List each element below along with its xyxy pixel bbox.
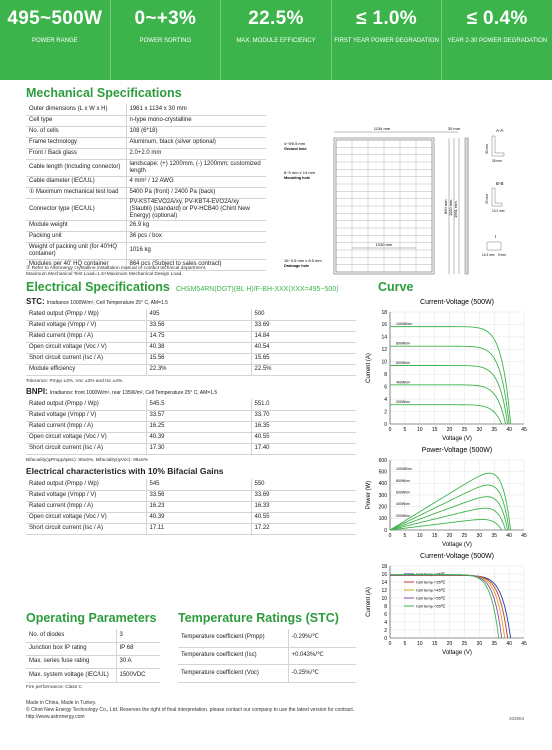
banner-label: FIRST YEAR POWER DEGRADATION <box>334 38 439 44</box>
x-tick-label: 45 <box>521 427 527 433</box>
series-line <box>390 519 502 530</box>
x-tick-label: 25 <box>461 533 468 539</box>
module-dimension-drawing <box>282 124 532 284</box>
x-tick-label: 20 <box>446 427 453 433</box>
row-value: 15.56 <box>146 353 251 364</box>
x-tick-label: 35 <box>491 427 498 433</box>
table-row <box>26 668 160 682</box>
x-tick-label: 40 <box>506 533 512 539</box>
row-value: 864 pcs (Subject to sales contract) <box>126 259 266 270</box>
row-value: 17.40 <box>251 443 356 454</box>
y-tick-label: 18 <box>381 563 387 570</box>
row-value: 15.65 <box>251 353 356 364</box>
row-label: Cell type <box>26 115 126 126</box>
row-value: 14.84 <box>251 331 356 342</box>
table-row <box>26 115 266 126</box>
table-row <box>26 126 266 137</box>
row-value: 16.23 <box>146 501 251 512</box>
x-tick-label: 35 <box>491 533 498 539</box>
series-label: 600W/m² <box>396 490 411 495</box>
row-label: Packing unit <box>26 231 126 242</box>
mechanical-table <box>26 104 266 271</box>
y-tick-label: 14 <box>381 334 387 341</box>
bifacial-gain-title: Electrical characteristics with 10% Bifacial Gains <box>26 466 224 476</box>
row-label: Rated current (Impp / A) <box>26 331 146 342</box>
section-aa: A-A <box>496 128 504 133</box>
row-value: -0.25%/℃ <box>288 664 356 682</box>
x-tick-label: 30 <box>476 427 483 433</box>
iv-temperature-chart <box>362 546 536 656</box>
dim-1961: 1961 mm <box>453 201 458 218</box>
row-label: ① Maximum mechanical test load <box>26 187 126 198</box>
table-row <box>26 479 356 490</box>
row-value: 545 <box>146 479 251 490</box>
y-tick-label: 16 <box>381 571 387 578</box>
model-code: CHSM54RN(DGT)(BL H)/F-BH-XXX(XXX=495~500) <box>175 286 339 293</box>
x-tick-label: 20 <box>446 641 453 647</box>
banner-cell <box>111 0 222 80</box>
drain-label: Drainage hole <box>284 264 310 268</box>
y-tick-label: 4 <box>384 396 387 403</box>
banner-label: POWER SORTING <box>139 38 192 44</box>
row-label: Temperature coefficient (Pmpp) <box>178 629 288 647</box>
mech-note-2: Maximum Mechanical Test Load=1.5×Maximum Mechanical Design Load. <box>26 272 183 277</box>
row-label: Open circuit voltage (Voc / V) <box>26 432 146 443</box>
y-tick-label: 100 <box>378 516 387 523</box>
row-value: 500 <box>251 309 356 320</box>
y-tick-label: 400 <box>378 481 387 488</box>
series-label: 400W/m² <box>396 502 411 507</box>
dim-35: 35 mm <box>485 194 489 204</box>
x-tick-label: 0 <box>388 641 392 647</box>
bifacial-gain-table <box>26 479 356 535</box>
x-tick-label: 10 <box>416 533 423 539</box>
row-value: 40.54 <box>251 342 356 353</box>
row-value: 33.69 <box>251 490 356 501</box>
section-i: I <box>495 234 497 239</box>
y-tick-label: 2 <box>384 627 387 634</box>
dim-ground: 4~Φ5.5 mm <box>284 141 306 146</box>
table-row <box>26 629 160 642</box>
table-row <box>26 490 356 501</box>
x-tick-label: 20 <box>446 533 453 539</box>
bnpi-conditions: Irradiance: front 1000W/m², rear 135W/m², Cell Temperature 25° C, AM=1.5 <box>49 390 218 396</box>
table-row <box>26 137 266 148</box>
table-row <box>26 309 356 320</box>
table-row <box>26 443 356 454</box>
bnpi-table <box>26 399 356 455</box>
dim-frame: 30 mm <box>447 126 461 131</box>
row-value: 26.9 kg <box>126 220 266 231</box>
y-tick-label: 18 <box>381 309 387 316</box>
row-label: Rated current (Impp / A) <box>26 421 146 432</box>
operating-title: Operating Parameters <box>26 611 157 625</box>
banner-cell <box>221 0 332 80</box>
mechanical-title: Mechanical Specifications <box>26 86 182 100</box>
series-line <box>390 405 502 424</box>
row-value: -0.29%/℃ <box>288 629 356 647</box>
footer-origin: Made in China, Made in Turkey. <box>26 700 97 706</box>
table-row <box>26 410 356 421</box>
x-tick-label: 40 <box>506 641 512 647</box>
row-value: 17.11 <box>146 523 251 534</box>
mount-label: Mounting hole <box>284 176 310 180</box>
electrical-title-text: Electrical Specifications <box>26 280 170 294</box>
row-value: 40.38 <box>146 342 251 353</box>
table-row <box>26 421 356 432</box>
x-tick-label: 5 <box>403 533 407 539</box>
row-label: Outer dimensions (L x W x H) <box>26 104 126 115</box>
table-row <box>178 647 356 664</box>
row-value: 2.0+2.0 mm <box>126 148 266 159</box>
dim-9: 9 mm <box>498 253 506 257</box>
y-tick-label: 0 <box>384 527 387 534</box>
y-tick-label: 6 <box>384 384 387 391</box>
series-label: 200W/m² <box>396 513 411 518</box>
row-label: No. of cells <box>26 126 126 137</box>
x-tick-label: 35 <box>491 641 498 647</box>
operating-table <box>26 629 160 683</box>
table-row <box>26 231 266 242</box>
table-row <box>26 399 356 410</box>
series-label: 200W/m² <box>396 400 411 405</box>
legend-label: Cell temp.=25℃ <box>416 571 446 577</box>
banner-cell <box>442 0 552 80</box>
row-value: 30 A <box>116 655 160 668</box>
table-row <box>26 642 160 655</box>
row-value: 36 pcs / box <box>126 231 266 242</box>
row-value: +0.043%/℃ <box>288 647 356 664</box>
y-tick-label: 14 <box>381 579 387 586</box>
banner-label: POWER RANGE <box>31 38 78 44</box>
row-value: 16.33 <box>251 501 356 512</box>
stc-label: STC: <box>26 297 45 306</box>
bnpi-label: BNPI: <box>26 387 48 396</box>
table-row <box>26 320 356 331</box>
x-axis-label: Voltage (V) <box>442 436 472 442</box>
series-label: 800W/m² <box>396 478 411 483</box>
dim-1100: 1100 mm <box>448 199 453 216</box>
row-label: Max. series fuse rating <box>26 655 116 668</box>
chart-title: Current-Voltage (500W) <box>420 299 494 306</box>
y-tick-label: 2 <box>384 409 387 416</box>
table-row <box>178 664 356 682</box>
legend-label: Cell temp.=65℃ <box>416 603 446 609</box>
y-tick-label: 0 <box>384 635 387 642</box>
row-label: Rated output (Pmpp / Wp) <box>26 309 146 320</box>
x-axis-label: Voltage (V) <box>442 650 472 656</box>
electrical-title <box>26 280 339 294</box>
row-value: 40.55 <box>251 512 356 523</box>
x-tick-label: 5 <box>403 641 407 647</box>
y-tick-label: 12 <box>381 347 387 354</box>
chart-title: Current-Voltage (500W) <box>420 553 494 560</box>
table-row <box>26 220 266 231</box>
series-label: 1000W/m² <box>396 322 413 327</box>
row-label: Rated output (Pmpp / Wp) <box>26 479 146 490</box>
y-tick-label: 8 <box>384 603 387 610</box>
row-label: Module efficiency <box>26 364 146 375</box>
y-tick-label: 300 <box>378 492 387 499</box>
row-value: 551.0 <box>251 399 356 410</box>
table-row <box>26 432 356 443</box>
y-tick-label: 200 <box>378 504 387 511</box>
table-row <box>26 512 356 523</box>
fire-note: Fire performance: Class C <box>26 685 82 690</box>
row-label: No. of diodes <box>26 629 116 642</box>
row-value: 1961 x 1134 x 30 mm <box>126 104 266 115</box>
x-tick-label: 15 <box>431 641 438 647</box>
row-label: Modules per 40' HQ container <box>26 259 126 270</box>
table-row <box>26 364 356 375</box>
row-label: Cable diameter (IEC/UL) <box>26 176 126 187</box>
x-tick-label: 0 <box>388 427 392 433</box>
row-value: 16.25 <box>146 421 251 432</box>
row-value: 14.75 <box>146 331 251 342</box>
table-row <box>26 331 356 342</box>
bnpi-heading <box>26 387 217 396</box>
row-value: 33.70 <box>251 410 356 421</box>
y-tick-label: 600 <box>378 457 387 464</box>
y-tick-label: 10 <box>381 595 387 602</box>
row-label: Weight of packing unit (for 40'HQ container) <box>26 242 126 259</box>
legend-label: Cell temp.=45℃ <box>416 587 446 593</box>
table-row <box>178 629 356 647</box>
table-row <box>26 655 160 668</box>
dim-28: 28 mm <box>492 159 502 163</box>
table-row <box>26 198 266 220</box>
series-label: 1000W/m² <box>396 467 413 472</box>
row-value: 1500VDC <box>116 668 160 682</box>
series-label: 400W/m² <box>396 380 411 385</box>
y-tick-label: 16 <box>381 322 387 329</box>
dim-30: 30 mm <box>485 144 489 154</box>
row-value: 108 (6*18) <box>126 126 266 137</box>
x-tick-label: 45 <box>521 641 527 647</box>
table-row <box>26 242 266 259</box>
row-value: 33.57 <box>146 410 251 421</box>
y-tick-label: 10 <box>381 359 387 366</box>
y-tick-label: 500 <box>378 469 387 476</box>
x-tick-label: 15 <box>431 427 438 433</box>
curve-title: Curve <box>378 280 414 294</box>
row-value: 33.56 <box>146 490 251 501</box>
row-value: PV-KST4EVO2A/xy, PV-KBT4-EVO2A/xy (Staubli) (standard) or PV-HCB40 (Chint New Energy) (optional) <box>126 198 266 220</box>
row-value: 495 <box>146 309 251 320</box>
table-row <box>26 176 266 187</box>
row-label: Frame technology <box>26 137 126 148</box>
dim-860: 860 mm <box>443 199 448 214</box>
row-label: Connector type (IEC/UL) <box>26 198 126 220</box>
row-label: Short circuit current (Isc / A) <box>26 523 146 534</box>
row-label: Junction box IP rating <box>26 642 116 655</box>
table-row <box>26 523 356 534</box>
row-value: 1016 kg <box>126 242 266 259</box>
row-label: Module weight <box>26 220 126 231</box>
table-row <box>26 159 266 176</box>
stc-conditions: Irradiance 1000W/m², Cell Temperature 25° C, AM=1.5 <box>46 300 168 306</box>
banner-value: ≤ 1.0% <box>356 8 417 29</box>
mech-note-1: ① Refer to Astronergy crystalline installation manual or contact technical department. <box>26 266 207 271</box>
banner-value: 495~500W <box>7 8 103 29</box>
row-value: 5400 Pa (front) / 2400 Pa (back) <box>126 187 266 198</box>
row-label: Rated voltage (Vmpp / V) <box>26 320 146 331</box>
row-value: 40.39 <box>146 432 251 443</box>
banner-value: ≤ 0.4% <box>466 8 528 29</box>
y-tick-label: 4 <box>384 619 387 626</box>
y-axis-label: Current (A) <box>366 587 372 617</box>
dim-13: 13.2 mm <box>492 209 505 213</box>
table-row <box>26 187 266 198</box>
row-label: Rated voltage (Vmpp / V) <box>26 410 146 421</box>
row-label: Rated output (Pmpp / Wp) <box>26 399 146 410</box>
footer-url[interactable]: http://www.astronergy.com <box>26 714 85 720</box>
y-tick-label: 6 <box>384 611 387 618</box>
row-label: Temperature coefficient (Isc) <box>178 647 288 664</box>
section-bb: B-B <box>496 181 504 186</box>
row-value: 17.22 <box>251 523 356 534</box>
x-tick-label: 40 <box>506 427 512 433</box>
series-label: 600W/m² <box>396 361 411 366</box>
y-axis-label: Current (A) <box>366 353 372 383</box>
spec-banner <box>0 0 552 80</box>
table-row <box>26 353 356 364</box>
row-value: IP 68 <box>116 642 160 655</box>
row-label: Temperature coefficient (Voc) <box>178 664 288 682</box>
dim-drain: 16~3.5 mm x 8.5 mm <box>284 258 322 263</box>
x-tick-label: 0 <box>388 533 392 539</box>
ground-label: Ground hole <box>284 147 307 151</box>
banner-label: YEAR 2-30 POWER DEGRADATION <box>447 38 547 44</box>
row-label: Cable length (Including connector) <box>26 159 126 176</box>
x-tick-label: 30 <box>476 641 483 647</box>
y-tick-label: 12 <box>381 587 387 594</box>
dim-1030: 1030 mm <box>375 242 393 247</box>
row-value: 33.56 <box>146 320 251 331</box>
bifaciality-note: Bifaciality(φPmpp/φIsc): 80±5%, Bifaciality(φVoc): 98±5% <box>26 458 149 463</box>
row-value: landscape: (+) 1200mm, (-) 1200mm; customized length <box>126 159 266 176</box>
dim-14: 14.3 mm <box>482 253 495 257</box>
row-label: Open circuit voltage (Voc / V) <box>26 512 146 523</box>
dim-width: 1134 mm <box>373 126 391 131</box>
row-value: 33.69 <box>251 320 356 331</box>
row-label: Front / Back glass <box>26 148 126 159</box>
banner-cell <box>332 0 443 80</box>
x-tick-label: 5 <box>403 427 407 433</box>
chart-title: Power-Voltage (500W) <box>421 447 493 454</box>
footer <box>26 700 354 721</box>
row-label: Max. system voltage (IEC/UL) <box>26 668 116 682</box>
banner-value: 22.5% <box>248 8 304 29</box>
x-tick-label: 45 <box>521 533 527 539</box>
row-value: 16.35 <box>251 421 356 432</box>
table-row <box>26 104 266 115</box>
y-tick-label: 0 <box>384 421 387 428</box>
legend-label: Cell temp.=55℃ <box>416 595 446 601</box>
row-value: n-type mono-crystalline <box>126 115 266 126</box>
footer-copyright: © Chint New Energy Technology Co., Ltd. Reserves the right of final interpretation. please contact our company to use the latest version for contract. <box>26 707 355 713</box>
row-value: 545.5 <box>146 399 251 410</box>
table-row <box>26 342 356 353</box>
tolerance-note: Tolerance: Pmpp ±3%, Voc ±3% and Isc ±4%. <box>26 379 124 384</box>
iv-irradiance-chart <box>362 292 536 442</box>
y-axis-label: Power (W) <box>366 480 372 510</box>
dim-mount: 8~9 mm x 14 mm <box>284 170 316 175</box>
x-axis-label: Voltage (V) <box>442 542 472 548</box>
x-tick-label: 15 <box>431 533 438 539</box>
row-value: 550 <box>251 479 356 490</box>
row-label: Short circuit current (Isc / A) <box>26 353 146 364</box>
stc-heading <box>26 297 168 306</box>
pv-irradiance-chart <box>362 440 536 548</box>
row-value: 40.55 <box>251 432 356 443</box>
row-value: 22.3% <box>146 364 251 375</box>
row-label: Rated current (Impp / A) <box>26 501 146 512</box>
temperature-table <box>178 629 356 683</box>
banner-cell <box>0 0 111 80</box>
x-tick-label: 10 <box>416 427 423 433</box>
table-row <box>26 148 266 159</box>
banner-label: MAX. MODULE EFFICIENCY <box>236 38 316 44</box>
temperature-title: Temperature Ratings (STC) <box>178 611 339 625</box>
row-value: 22.5% <box>251 364 356 375</box>
y-tick-label: 8 <box>384 372 387 379</box>
doc-code: 202504 <box>508 716 524 721</box>
row-value: 3 <box>116 629 160 642</box>
banner-value: 0~+3% <box>134 8 197 29</box>
x-tick-label: 25 <box>461 427 468 433</box>
x-tick-label: 30 <box>476 533 483 539</box>
row-value: 4 mm² / 12 AWG <box>126 176 266 187</box>
row-value: 40.39 <box>146 512 251 523</box>
row-label: Open circuit voltage (Voc / V) <box>26 342 146 353</box>
row-value: 17.30 <box>146 443 251 454</box>
x-tick-label: 10 <box>416 641 423 647</box>
stc-table <box>26 309 356 376</box>
table-row <box>26 501 356 512</box>
row-value: Aluminum, black (silver optional) <box>126 137 266 148</box>
row-label: Short circuit current (Isc / A) <box>26 443 146 454</box>
x-tick-label: 25 <box>461 641 468 647</box>
series-label: 800W/m² <box>396 341 411 346</box>
row-label: Rated voltage (Vmpp / V) <box>26 490 146 501</box>
legend-label: Cell temp.=35℃ <box>416 579 446 585</box>
